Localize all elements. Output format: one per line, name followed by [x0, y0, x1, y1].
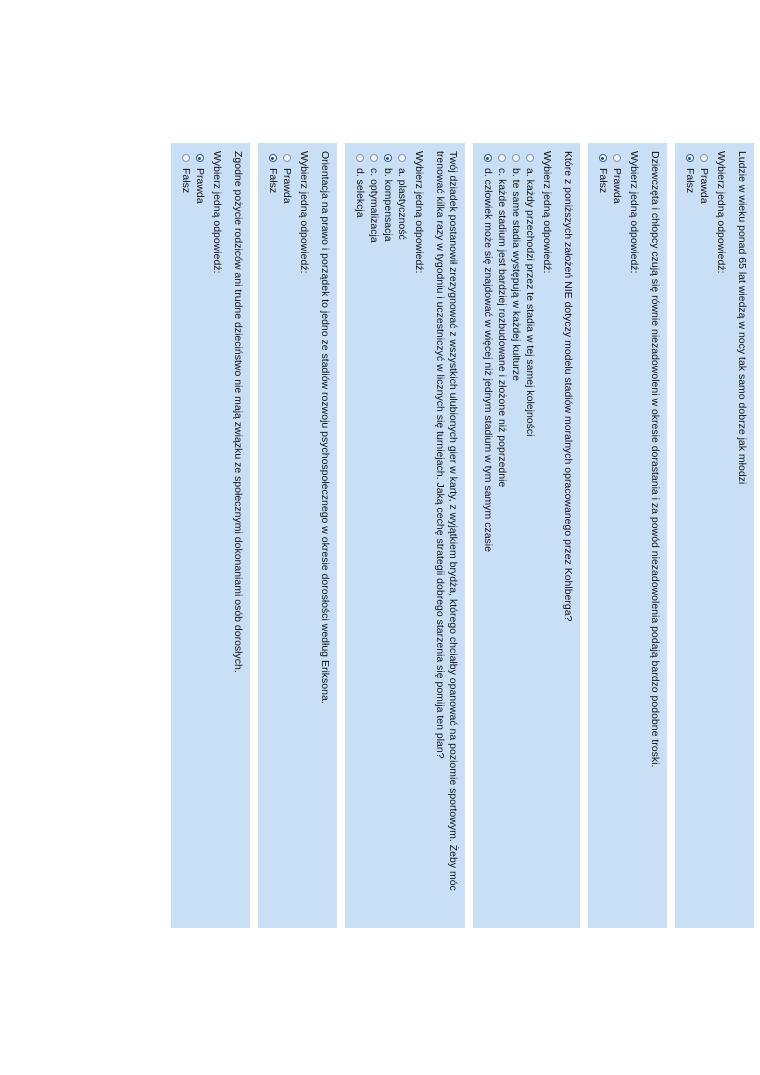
option-label: c. każde stadium jest bardziej rozbudowane i złożone niż poprzednie	[496, 168, 508, 488]
question-block	[473, 143, 580, 928]
radio-button[interactable]	[398, 154, 406, 162]
radio-button[interactable]	[283, 154, 291, 162]
radio-button[interactable]	[356, 154, 364, 162]
answer-option[interactable]	[596, 151, 610, 920]
radio-button[interactable]	[196, 154, 204, 162]
answer-option[interactable]	[509, 151, 523, 920]
radio-button[interactable]	[182, 154, 190, 162]
option-label: c. optymalizacja	[368, 168, 380, 243]
radio-button[interactable]	[384, 154, 392, 162]
answer-option[interactable]	[381, 151, 395, 920]
option-label: Prawda	[698, 168, 710, 204]
answer-prompt: Wybierz jedną odpowiedź:	[298, 151, 310, 274]
radio-button[interactable]	[686, 154, 694, 162]
radio-button[interactable]	[269, 154, 277, 162]
answer-option[interactable]	[697, 151, 711, 920]
answer-option[interactable]	[353, 151, 367, 920]
answer-prompt: Wybierz jedną odpowiedź:	[628, 151, 640, 274]
option-label: d. selekcja	[354, 168, 366, 218]
option-label: b. kompensacja	[382, 168, 394, 242]
answer-option[interactable]	[683, 151, 697, 920]
answer-option[interactable]	[266, 151, 280, 920]
question-text: Zgodne pożycie rodziców ani trudne dzieciństwo nie mają związku ze społecznymi dokonaniami osób dorosłych.	[232, 151, 244, 673]
answer-option[interactable]	[523, 151, 537, 920]
answer-prompt: Wybierz jedną odpowiedź:	[413, 151, 425, 274]
answer-option[interactable]	[610, 151, 624, 920]
option-label: Prawda	[611, 168, 623, 204]
answer-option[interactable]	[367, 151, 381, 920]
question-text: Które z poniższych założeń NIE dotyczy modelu stadiów moralnych opracowanego przez Kohlberga?	[562, 151, 574, 622]
option-label: Fałsz	[684, 168, 696, 194]
option-label: Fałsz	[180, 168, 192, 194]
answer-prompt: Wybierz jedną odpowiedź:	[715, 151, 727, 274]
radio-button[interactable]	[512, 154, 520, 162]
answer-option[interactable]	[193, 151, 207, 920]
radio-button[interactable]	[498, 154, 506, 162]
radio-button[interactable]	[700, 154, 708, 162]
question-text: Ludzie w wieku ponad 65 lat wiedzą w nocy tak samo dobrze jak młodzi	[736, 151, 748, 485]
question-text: Orientacja na prawo i porządek to jedno ze stadiów rozwoju psychospołecznego w okresie dorosłości według Eriksona.	[319, 151, 331, 704]
option-label: Prawda	[194, 168, 206, 204]
question-text: Twój dziadek postanowił zrezygnować z wszystkich ulubionych gier w karty, z wyjątkiem brydża, którego chciałby opanować na poziomie sportowym. Żeby móc trenować kilka razy w tygodniu i uczestniczyć w licznych się turniejach. Jaką cechę strategii dobrego starzenia się pomija ten plan?	[434, 151, 459, 891]
answer-option[interactable]	[179, 151, 193, 920]
option-label: Fałsz	[267, 168, 279, 194]
option-label: a. każdy przechodzi przez te stadia w tej samej kolejności	[524, 168, 536, 437]
question-block	[258, 143, 337, 928]
question-block	[675, 143, 754, 928]
radio-button[interactable]	[599, 154, 607, 162]
radio-button[interactable]	[370, 154, 378, 162]
answer-option[interactable]	[395, 151, 409, 920]
option-label: a. plastyczność	[396, 168, 408, 240]
option-label: Fałsz	[597, 168, 609, 194]
option-label: Prawda	[281, 168, 293, 204]
answer-prompt: Wybierz jedną odpowiedź:	[211, 151, 223, 274]
answer-option[interactable]	[481, 151, 495, 920]
option-label: b. te same stadia występują w każdej kulturze	[510, 168, 522, 382]
question-text: Dziewczęta i chłopcy czują się równie niezadowoleni w okresie dorastania i za powód niezadowolenia podają bardzo podobne troski.	[649, 151, 661, 768]
answer-option[interactable]	[495, 151, 509, 920]
option-label: d. człowiek może się znajdować w więcej niż jednym stadium w tym samym czasie	[482, 168, 494, 552]
answer-option[interactable]	[280, 151, 294, 920]
radio-button[interactable]	[613, 154, 621, 162]
question-block	[588, 143, 667, 928]
question-block	[171, 143, 250, 928]
question-block	[345, 143, 465, 928]
answer-prompt: Wybierz jedną odpowiedź:	[541, 151, 553, 274]
radio-button[interactable]	[484, 154, 492, 162]
radio-button[interactable]	[526, 154, 534, 162]
quiz-content	[163, 143, 754, 928]
